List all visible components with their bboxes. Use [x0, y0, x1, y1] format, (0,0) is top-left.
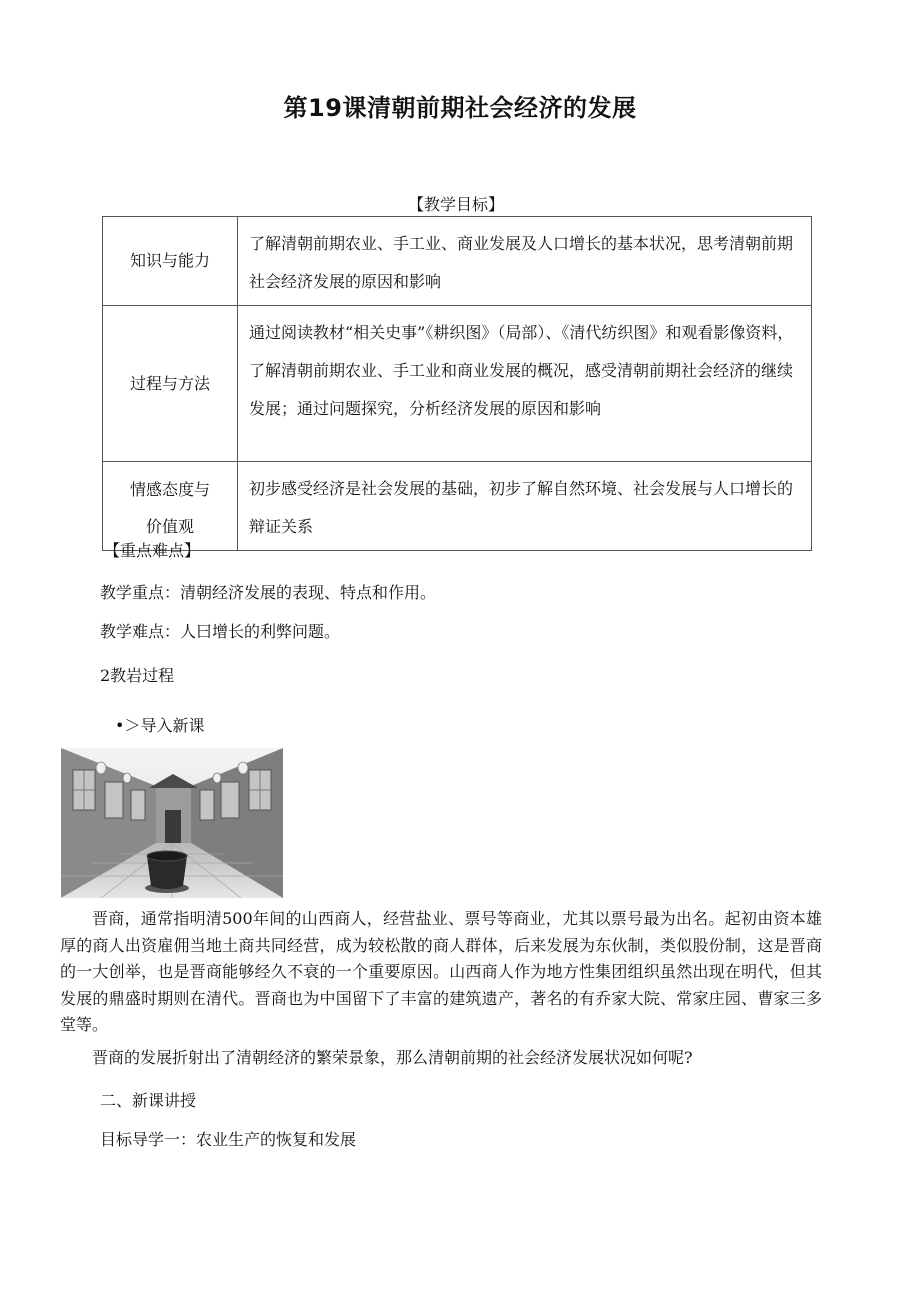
- objective-description: 了解清朝前期农业、手工业、商业发展及人口增长的基本状况，思考清朝前期社会经济发展的原因和影响: [238, 217, 812, 306]
- teaching-focus: 教学重点：清朝经济发展的表现、特点和作用。: [100, 583, 437, 602]
- courtyard-photo-drawing: [61, 748, 283, 898]
- objective-category: 过程与方法: [103, 306, 238, 462]
- page-title: 第19课清朝前期社会经济的发展: [283, 94, 637, 122]
- objective-description: 初步感受经济是社会发展的基础，初步了解自然环境、社会发展与人口增长的辩证关系: [238, 462, 812, 551]
- objective-description: 通过阅读教材“相关史事”《耕织图》（局部）、《清代纺织图》和观看影像资料，了解清朝前期农业、手工业和商业发展的概况，感受清朝前期社会经济的继续发展；通过问题探究，分析经济发展的原因和影响: [238, 306, 812, 462]
- objective-category-text: 情感态度与价值观: [130, 480, 211, 536]
- teaching-difficulty: 教学难点：人曰增长的利弊问题。: [100, 622, 341, 641]
- table-row: [103, 217, 812, 306]
- objective-category: 知识与能力: [103, 217, 238, 306]
- table-row: [103, 462, 812, 551]
- table-row: [103, 306, 812, 462]
- intro-paragraph: 晋商，通常指明清500年间的山西商人，经营盐业、票号等商业，尤其以票号最为出名。起初由资本雄厚的商人出资雇佣当地土商共同经营，成为较松散的商人群体，后来发展为东伙制，类似股份制，这是晋商的一大创举，也是晋商能够经久不衰的一个重要原因。山西商人作为地方性集团组织虽然出现在明代，但其发展的鼎盛时期则在清代。晋商也为中国留下了丰富的建筑遗产，著名的有乔家大院、常家庄园、曹家三多堂等。: [60, 909, 822, 1034]
- transition-paragraph: 晋商的发展折射出了清朝经济的繁荣景象，那么清朝前期的社会经济发展状况如何呢?: [92, 1048, 693, 1067]
- process-heading: 2教岩过程: [100, 666, 175, 685]
- objectives-table: [102, 216, 812, 551]
- keypoints-heading: 【重点难点】: [104, 541, 201, 560]
- courtyard-photo: [61, 748, 283, 898]
- objectives-heading: 【教学目标】: [407, 195, 504, 214]
- goal-one-heading: 目标导学一：农业生产的恢复和发展: [100, 1130, 357, 1149]
- intro-heading: •＞导入新课: [115, 716, 205, 735]
- objective-category: [103, 462, 238, 551]
- section-two-heading: 二、新课讲授: [100, 1091, 197, 1110]
